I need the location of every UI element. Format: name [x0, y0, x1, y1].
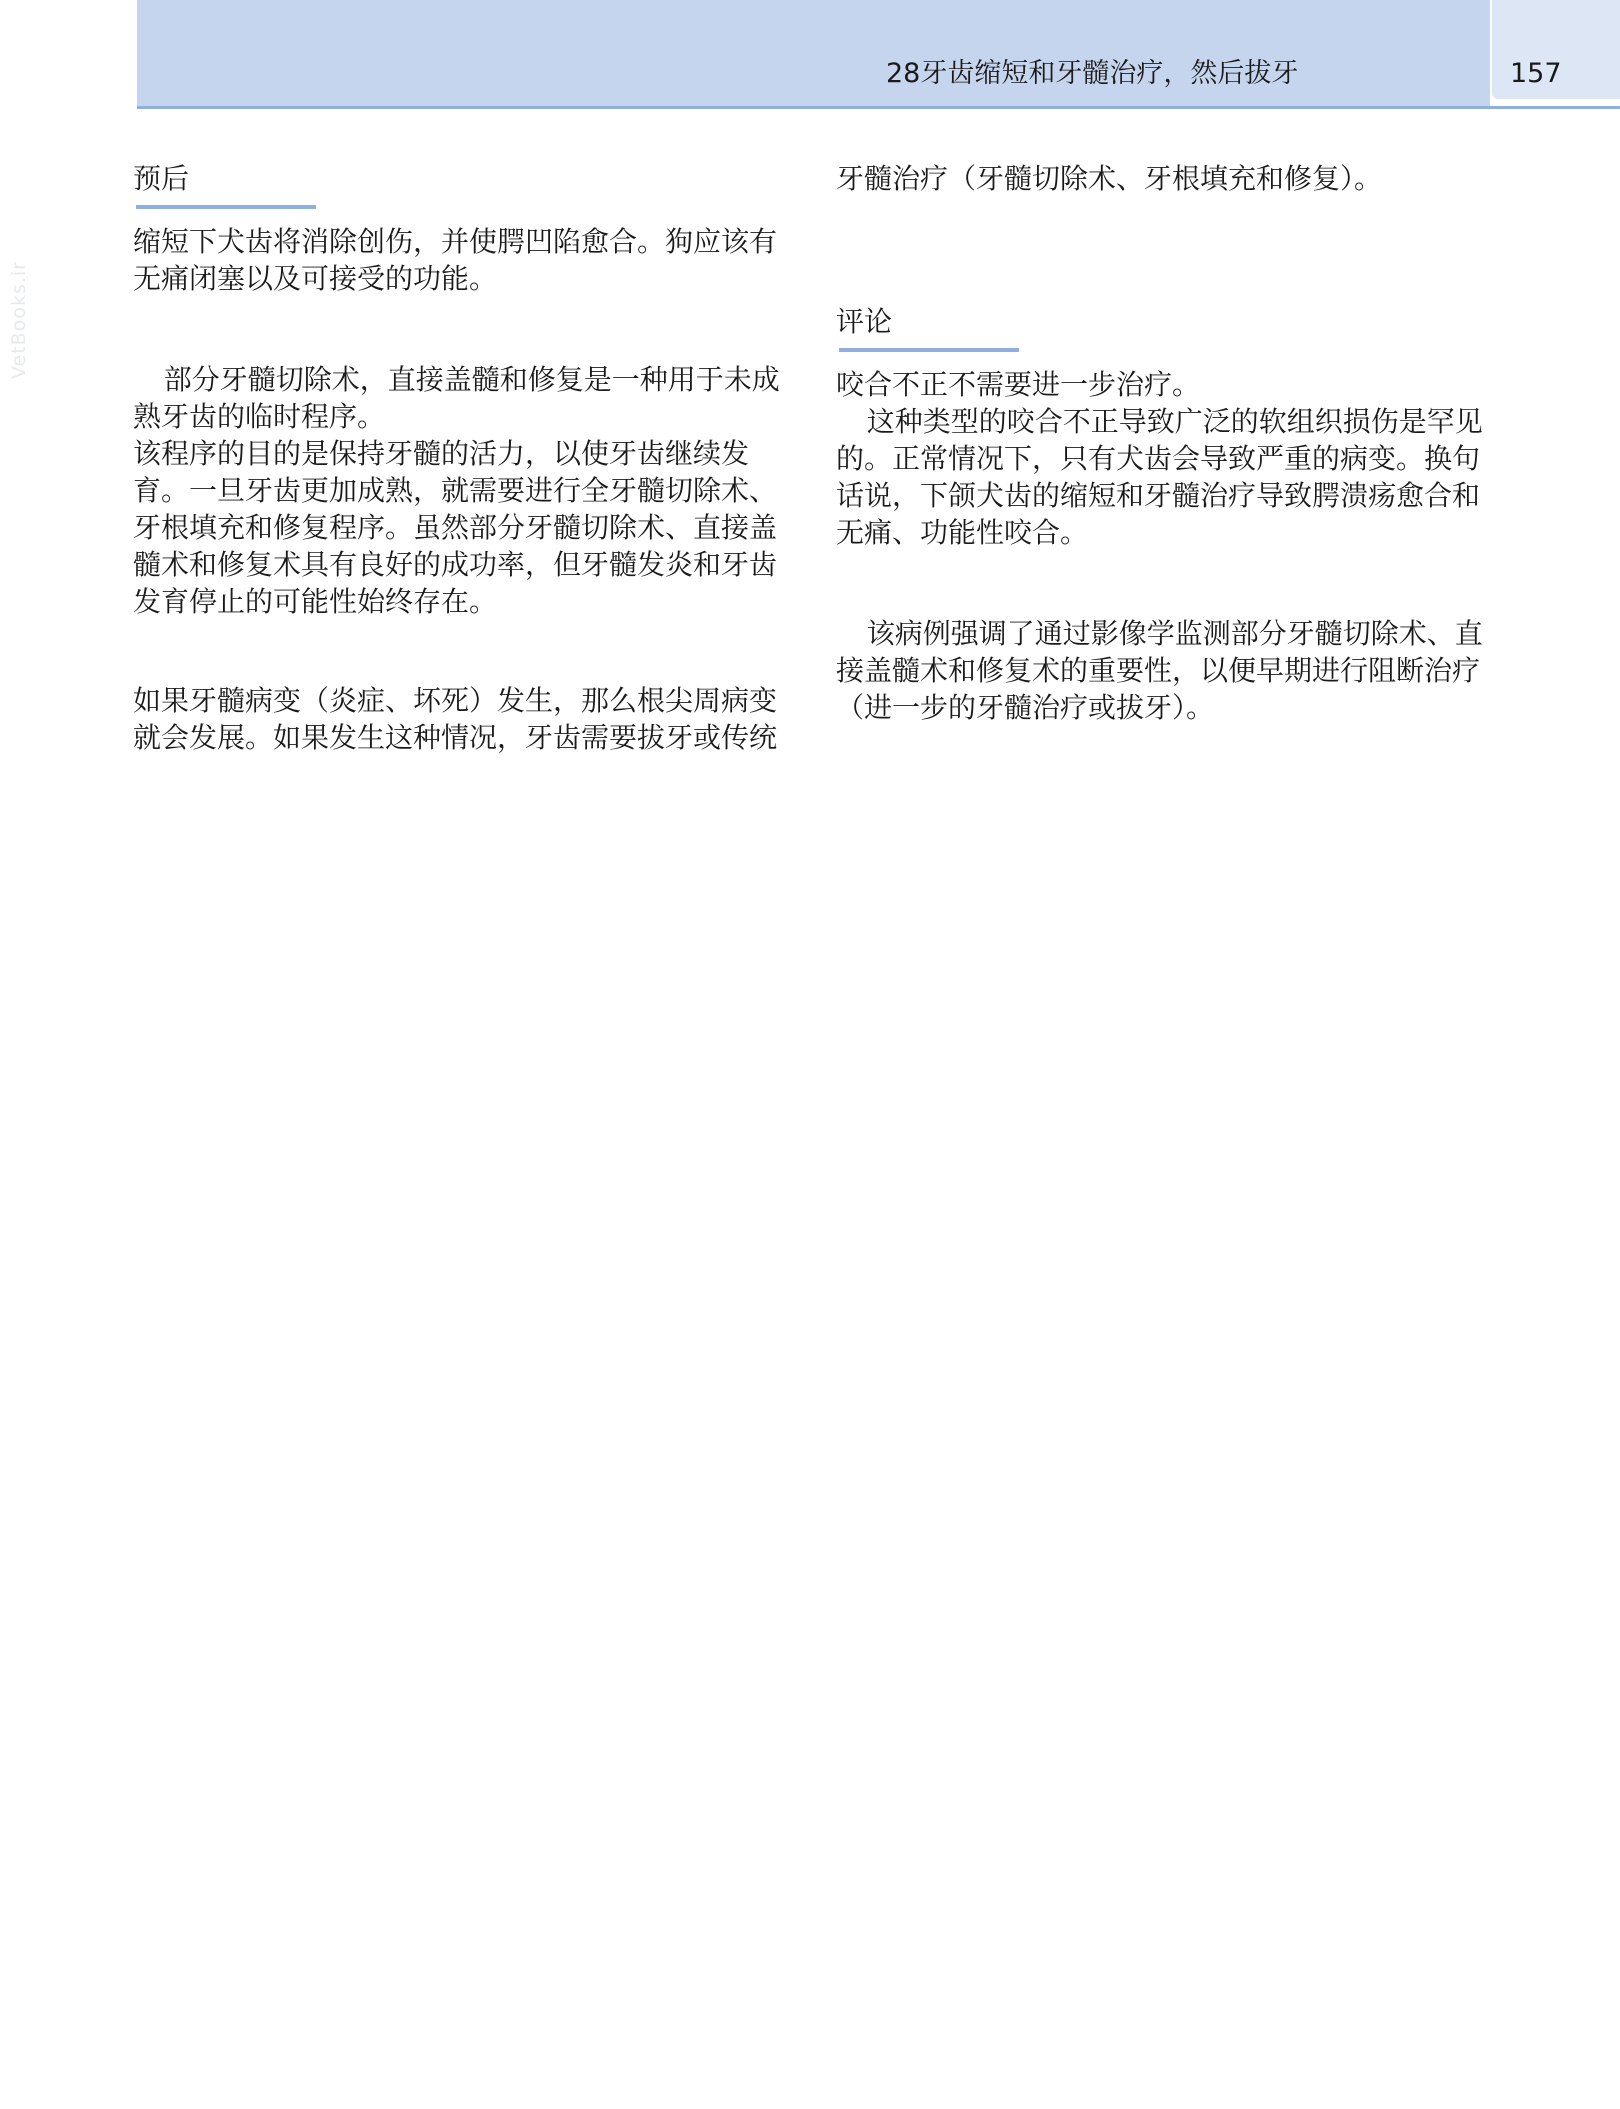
paragraph-continuation: 牙髓治疗（牙髓切除术、牙根填充和修复）。	[836, 162, 1383, 195]
paragraph: 如果牙髓病变（炎症、坏死）发生，那么根尖周病变就会发展。如果发生这种情况，牙齿需要拔牙或传统	[133, 684, 778, 754]
paragraph: 咬合不正不需要进一步治疗。	[836, 368, 1201, 401]
heading-underline	[839, 348, 1019, 352]
page-number: 157	[1510, 58, 1562, 89]
left-column	[133, 160, 783, 756]
watermark-text: VetBooks.ir	[8, 261, 31, 379]
paragraph: 这种类型的咬合不正导致广泛的软组织损伤是罕见的。正常情况下，只有犬齿会导致严重的病变。换句话说，下颌犬齿的缩短和牙髓治疗导致腭溃疡愈合和无痛、功能性咬合。	[836, 405, 1483, 549]
header-rule	[137, 106, 1620, 109]
watermark	[4, 255, 34, 385]
paragraph: 该程序的目的是保持牙髓的活力，以使牙齿继续发育。一旦牙齿更加成熟，就需要进行全牙髓切除术、牙根填充和修复程序。虽然部分牙髓切除术、直接盖髓术和修复术具有良好的成功率，但牙髓发炎和牙齿发育停止的可能性始终存在。	[133, 437, 778, 618]
heading-underline	[136, 205, 316, 209]
section-heading-comments: 评论	[836, 305, 893, 338]
paragraph: 缩短下犬齿将消除创伤，并使腭凹陷愈合。狗应该有无痛闭塞以及可接受的功能。	[133, 225, 778, 295]
paragraph: 该病例强调了通过影像学监测部分牙髓切除术、直接盖髓术和修复术的重要性，以便早期进行阻断治疗（进一步的牙髓治疗或拔牙）。	[836, 617, 1483, 724]
running-title: 28牙齿缩短和牙髓治疗，然后拔牙	[886, 58, 1299, 89]
paragraph: 部分牙髓切除术，直接盖髓和修复是一种用于未成熟牙齿的临时程序。	[133, 363, 780, 433]
section-heading-prognosis: 预后	[133, 162, 190, 195]
right-column	[836, 160, 1486, 726]
